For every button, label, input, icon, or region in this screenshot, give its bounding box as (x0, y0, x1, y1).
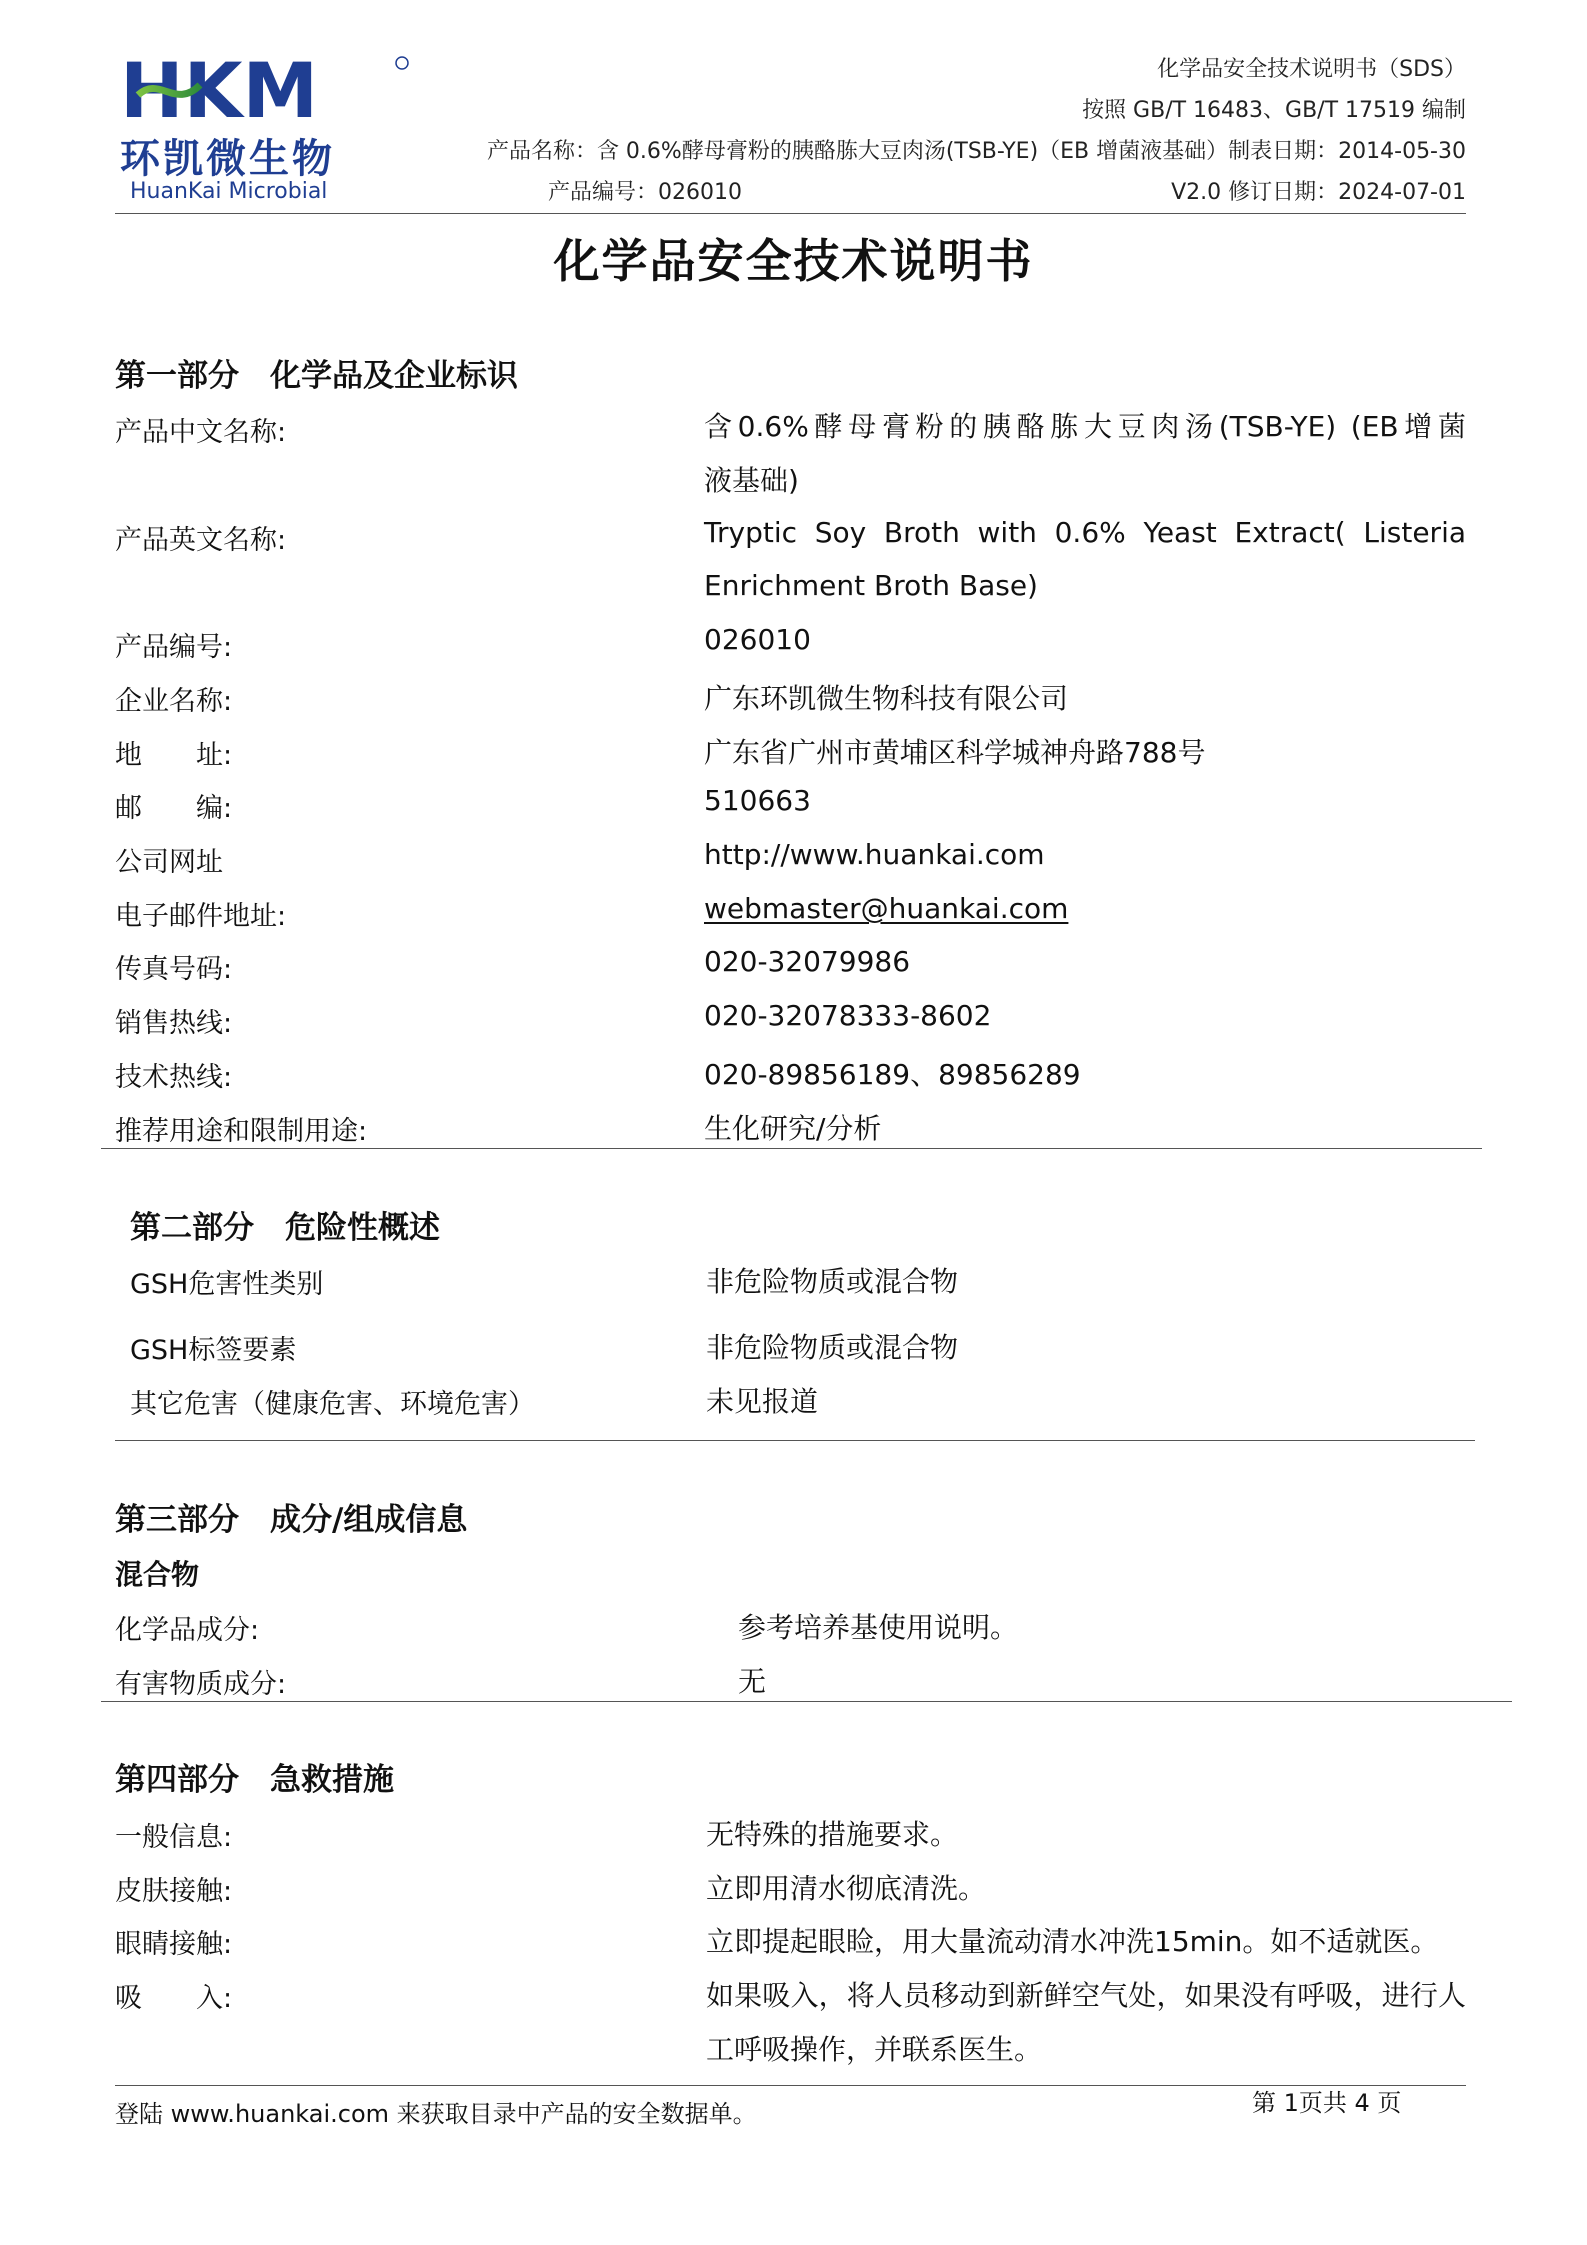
label-gsh-label: GSH标签要素 (130, 1335, 297, 1366)
revision-date: V2.0 修订日期：2024-07-01 (1171, 180, 1466, 205)
part1-heading: 第一部分 化学品及企业标识 (115, 358, 518, 394)
code-revision-line (420, 175, 1466, 206)
footer-note: 登陆 www.huankai.com 来获取目录中产品的安全数据单。 (115, 2100, 757, 2128)
value-product-cn-cont: 液基础) (704, 464, 799, 497)
label-usage: 推荐用途和限制用途: (115, 1116, 368, 1147)
value-hazardous-components: 无 (738, 1665, 767, 1698)
page-number: 第 1页共 4 页 (1252, 2089, 1402, 2117)
value-components: 参考培养基使用说明。 (738, 1611, 1019, 1644)
value-tech-hotline: 020-89856189、89856289 (704, 1058, 1081, 1091)
value-sales-hotline: 020-32078333-8602 (704, 999, 992, 1032)
label-product-cn: 产品中文名称: (115, 417, 287, 448)
label-sales-hotline: 销售热线: (115, 1008, 233, 1039)
label-product-en: 产品英文名称: (115, 525, 287, 556)
value-product-cn: 含0.6%酵母膏粉的胰酪胨大豆肉汤(TSB-YE) (EB增菌 (704, 410, 1466, 443)
logo-mark (120, 55, 410, 125)
part3-rule (101, 1701, 1512, 1702)
part1-rule (101, 1148, 1482, 1149)
value-product-en-cont: Enrichment Broth Base) (704, 569, 1038, 602)
part2-rule (115, 1440, 1475, 1441)
header-rule (115, 213, 1466, 214)
label-gsh-class: GSH危害性类别 (130, 1269, 324, 1300)
label-other-hazards: 其它危害（健康危害、环境危害） (130, 1389, 535, 1420)
value-fax: 020-32079986 (704, 945, 911, 978)
value-skin-contact: 立即用清水彻底清洗。 (706, 1872, 987, 1905)
label-company: 企业名称: (115, 686, 233, 717)
value-gsh-class: 非危险物质或混合物 (706, 1265, 959, 1298)
label-tech-hotline: 技术热线: (115, 1062, 233, 1093)
label-general-info: 一般信息: (115, 1822, 233, 1853)
logo-zh: 环凯微生物 (120, 136, 335, 182)
value-website[interactable]: http://www.huankai.com (704, 838, 1045, 871)
value-gsh-label: 非危险物质或混合物 (706, 1331, 959, 1364)
value-postcode: 510663 (704, 784, 811, 817)
part3-heading: 第三部分 成分/组成信息 (115, 1502, 468, 1538)
label-address: 地 址: (115, 740, 233, 771)
value-product-code: 026010 (704, 623, 811, 656)
value-other-hazards: 未见报道 (706, 1385, 819, 1418)
email-link[interactable]: webmaster@huankai.com (704, 892, 1069, 925)
label-website: 公司网址 (115, 847, 223, 878)
label-fax: 传真号码: (115, 954, 233, 985)
doc-type: 化学品安全技术说明书（SDS） (1157, 57, 1466, 82)
part3-subheading: 混合物 (115, 1558, 200, 1591)
value-inhalation-cont: 工呼吸操作，并联系医生。 (706, 2033, 1043, 2066)
value-eye-contact: 立即提起眼睑，用大量流动清水冲洗15min。如不适就医。 (706, 1925, 1439, 1958)
label-postcode: 邮 编: (115, 793, 233, 824)
value-usage: 生化研究/分析 (704, 1112, 882, 1145)
label-product-code: 产品编号: (115, 632, 233, 663)
part2-heading: 第二部分 危险性概述 (130, 1210, 440, 1246)
value-company: 广东环凯微生物科技有限公司 (704, 682, 1069, 715)
value-inhalation: 如果吸入，将人员移动到新鲜空气处，如果没有呼吸，进行人 (706, 1979, 1466, 2012)
company-logo (120, 55, 410, 205)
label-email: 电子邮件地址: (115, 901, 287, 932)
value-address: 广东省广州市黄埔区科学城神舟路788号 (704, 736, 1206, 769)
product-line: 产品名称：含 0.6%酵母膏粉的胰酪胨大豆肉汤(TSB-YE)（EB 增菌液基础）制表日期：2014-05-30 (486, 139, 1466, 164)
label-components: 化学品成分: (115, 1615, 260, 1646)
page-title: 化学品安全技术说明书 (553, 234, 1034, 288)
value-product-en: Tryptic Soy Broth with 0.6% Yeast Extract( Listeria (704, 516, 1466, 549)
label-eye-contact: 眼睛接触: (115, 1929, 233, 1960)
part4-heading: 第四部分 急救措施 (115, 1762, 394, 1798)
logo-text: HKM (120, 55, 319, 125)
label-skin-contact: 皮肤接触: (115, 1876, 233, 1907)
product-code: 产品编号：026010 (548, 180, 742, 205)
label-hazardous-components: 有害物质成分: (115, 1669, 287, 1700)
label-inhalation: 吸 入: (115, 1983, 233, 2014)
logo-en: HuanKai Microbial (130, 179, 328, 204)
value-general-info: 无特殊的措施要求。 (706, 1818, 959, 1851)
standard-line: 按照 GB/T 16483、GB/T 17519 编制 (1082, 98, 1466, 123)
